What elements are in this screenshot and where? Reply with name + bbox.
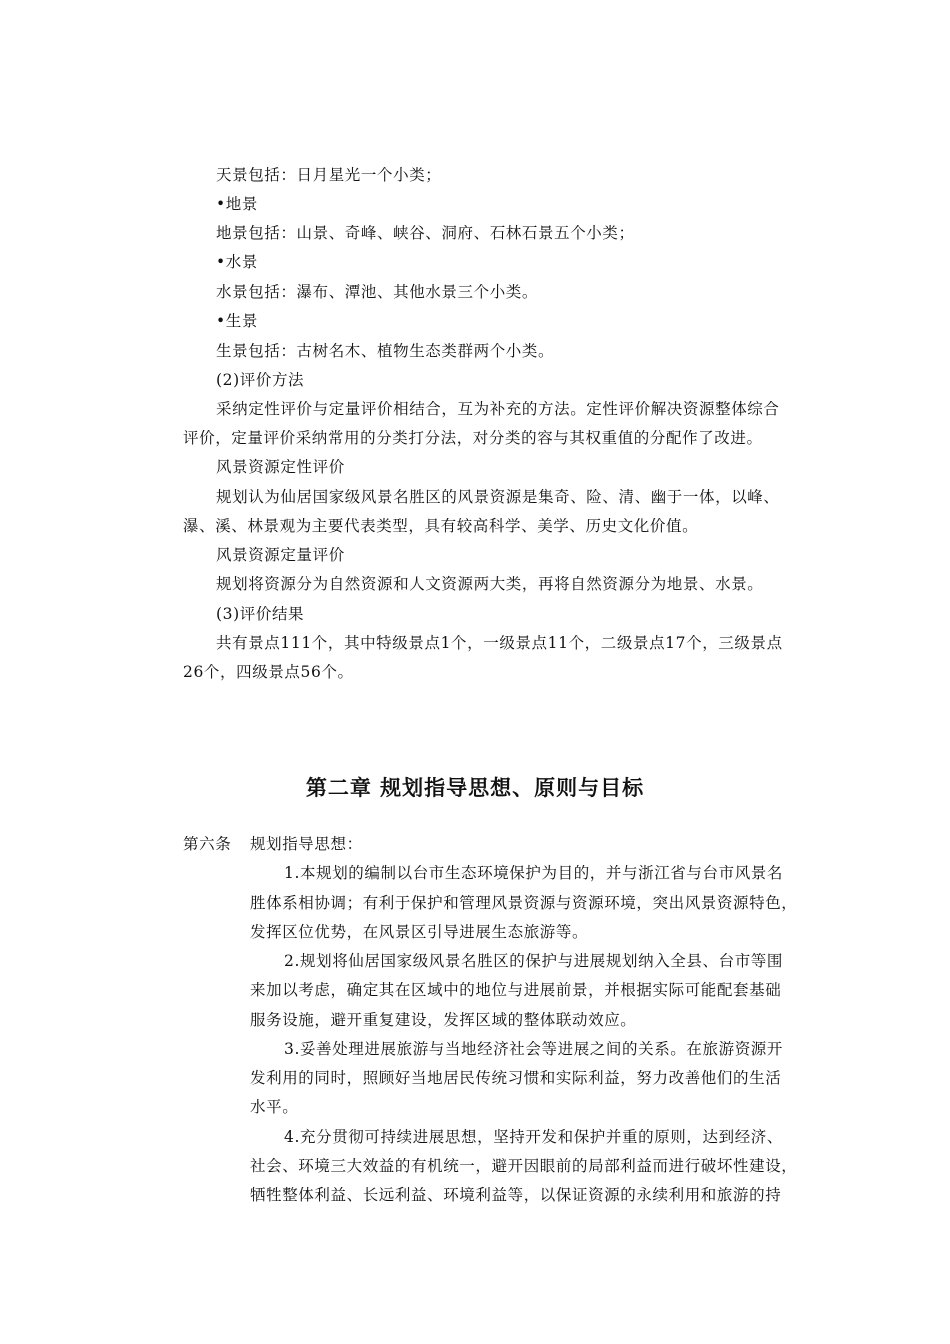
article-heading: 规划指导思想： bbox=[250, 835, 363, 853]
subsection-heading: 风景资源定性评价 bbox=[216, 458, 345, 476]
subsection-heading: (3)评价结果 bbox=[216, 605, 305, 623]
article-paragraph-line: 3.妥善处理进展旅游与当地经济社会等进展之间的关系。在旅游资源开 bbox=[284, 1040, 783, 1058]
chapter-title: 第二章 规划指导思想、原则与目标 bbox=[305, 775, 645, 800]
text-line: 水景包括：瀑布、潭池、其他水景三个小类。 bbox=[216, 283, 539, 301]
article-paragraph-line: 牺牲整体利益、长远利益、环境利益等，以保证资源的永续利用和旅游的持 bbox=[250, 1186, 782, 1204]
text-line: 生景包括：古树名木、植物生态类群两个小类。 bbox=[216, 342, 555, 360]
article-paragraph-line: 胜体系相协调；有利于保护和管理风景资源与资源环境，突出风景资源特色， bbox=[250, 894, 798, 912]
article-paragraph-line: 发利用的同时，照顾好当地居民传统习惯和实际利益，努力改善他们的生活 bbox=[250, 1069, 782, 1087]
article-paragraph-line: 水平。 bbox=[250, 1098, 299, 1116]
article-paragraph-line: 社会、环境三大效益的有机统一，避开因眼前的局部利益而进行破坏性建设， bbox=[250, 1157, 798, 1175]
paragraph-line: 26个，四级景点56个。 bbox=[183, 663, 354, 681]
bullet-item-heading: •地景 bbox=[216, 195, 258, 213]
paragraph-line: 规划将资源分为自然资源和人文资源两大类，再将自然资源分为地景、水景。 bbox=[216, 575, 764, 593]
paragraph-line: 采纳定性评价与定量评价相结合，互为补充的方法。定性评价解决资源整体综合 bbox=[216, 400, 780, 418]
subsection-heading: 风景资源定量评价 bbox=[216, 546, 345, 564]
text-line: 地景包括：山景、奇峰、峡谷、洞府、石林石景五个小类； bbox=[216, 224, 635, 242]
paragraph-line: 规划认为仙居国家级风景名胜区的风景资源是集奇、险、清、幽于一体，以峰、 bbox=[216, 488, 780, 506]
article-paragraph-line: 来加以考虑，确定其在区域中的地位与进展前景，并根据实际可能配套基础 bbox=[250, 981, 782, 999]
paragraph-line: 瀑、溪、林景观为主要代表类型，具有较高科学、美学、历史文化价值。 bbox=[183, 517, 699, 535]
subsection-heading: (2)评价方法 bbox=[216, 371, 305, 389]
article-label: 第六条 bbox=[183, 835, 232, 853]
paragraph-line: 共有景点111个，其中特级景点1个，一级景点11个，二级景点17个，三级景点 bbox=[216, 634, 783, 652]
article-paragraph-line: 2.规划将仙居国家级风景名胜区的保护与进展规划纳入全县、台市等围 bbox=[284, 952, 783, 970]
paragraph-line: 评价，定量评价采纳常用的分类打分法，对分类的容与其权重值的分配作了改进。 bbox=[183, 429, 763, 447]
bullet-item-heading: •生景 bbox=[216, 312, 258, 330]
bullet-item-heading: •水景 bbox=[216, 253, 258, 271]
article-paragraph-line: 服务设施，避开重复建设，发挥区域的整体联动效应。 bbox=[250, 1011, 637, 1029]
article-paragraph-line: 1.本规划的编制以台市生态环境保护为目的，并与浙江省与台市风景名 bbox=[284, 864, 783, 882]
article-paragraph-line: 4.充分贯彻可持续进展思想，坚持开发和保护并重的原则，达到经济、 bbox=[284, 1128, 783, 1146]
article-paragraph-line: 发挥区位优势，在风景区引导进展生态旅游等。 bbox=[250, 923, 589, 941]
text-line: 天景包括：日月星光一个小类； bbox=[216, 166, 442, 184]
